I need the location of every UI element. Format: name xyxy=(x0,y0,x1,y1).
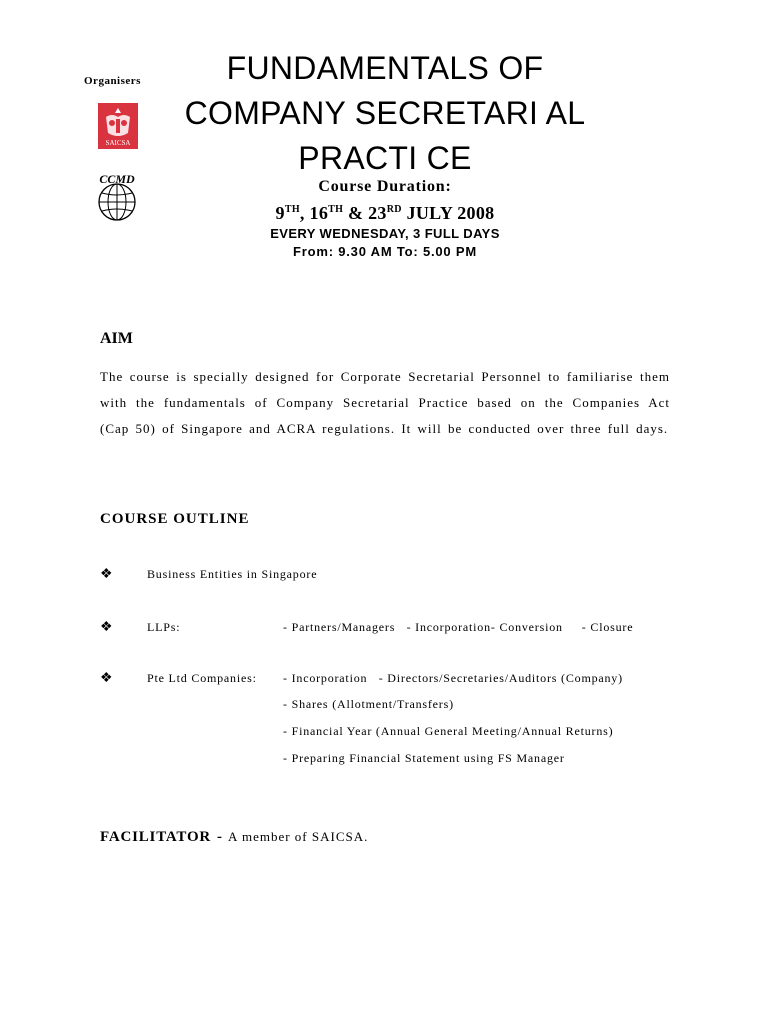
outline-item-detail: - Financial Year (Annual General Meeting/Annual Returns) xyxy=(283,724,614,738)
title-line-3: PRACTI CE xyxy=(298,140,472,176)
page-title xyxy=(150,46,620,181)
ccmd-globe-logo-icon xyxy=(91,170,143,222)
date-suffix: TH xyxy=(328,204,344,215)
saicsa-logo-text: SAICSA xyxy=(105,139,131,147)
outline-item-detail: - Shares (Allotment/Transfers) xyxy=(283,697,454,711)
title-line-1: FUNDAMENTALS OF xyxy=(226,50,544,86)
title-line-2: COMPANY SECRETARI AL xyxy=(184,95,586,131)
bullet-icon: ❖ xyxy=(100,620,113,635)
outline-item-detail: - Incorporation - Directors/Secretaries/Auditors (Company) xyxy=(283,671,623,685)
ccmd-logo-text: CCMD xyxy=(99,172,135,186)
outline-item-label: Business Entities in Singapore xyxy=(147,567,318,581)
course-outline-heading: COURSE OUTLINE xyxy=(100,511,250,527)
date-separator: , xyxy=(299,203,310,223)
date-separator: & xyxy=(343,203,369,223)
outline-item-label: Pte Ltd Companies: xyxy=(147,671,257,685)
course-dates xyxy=(150,203,620,224)
outline-item-detail: - Preparing Financial Statement using FS Manager xyxy=(283,751,565,765)
organisers-label: Organisers xyxy=(84,75,141,87)
outline-item-detail: - Partners/Managers - Incorporation- Conversion - Closure xyxy=(283,620,634,634)
outline-item-label: LLPs: xyxy=(147,620,181,634)
date-day: 16 xyxy=(309,203,329,223)
bullet-icon: ❖ xyxy=(100,567,113,582)
course-time: From: 9.30 AM To: 5.00 PM xyxy=(293,244,477,259)
aim-heading: AIM xyxy=(100,330,133,347)
saicsa-logo-icon xyxy=(98,103,138,149)
date-month-year: JULY 2008 xyxy=(401,203,495,223)
aim-paragraph: The course is specially designed for Corporate Secretarial Personnel to familiarise them with the fundamentals of Company Secretarial Practice based on the Companies Act (Cap 50) of Singapore and ACRA regulations. It will be conducted over three full days. xyxy=(100,369,670,436)
facilitator-label: FACILITATOR xyxy=(100,829,212,845)
date-day: 9 xyxy=(275,203,285,223)
date-suffix: TH xyxy=(284,204,300,215)
facilitator-line xyxy=(100,829,368,846)
facilitator-separator: - xyxy=(217,829,223,845)
facilitator-text: A member of SAICSA. xyxy=(228,829,369,844)
date-suffix: RD xyxy=(386,204,402,215)
course-days: EVERY WEDNESDAY, 3 FULL DAYS xyxy=(270,226,500,241)
date-day: 23 xyxy=(368,203,387,223)
bullet-icon: ❖ xyxy=(100,671,113,686)
course-duration-label: Course Duration: xyxy=(318,178,452,195)
